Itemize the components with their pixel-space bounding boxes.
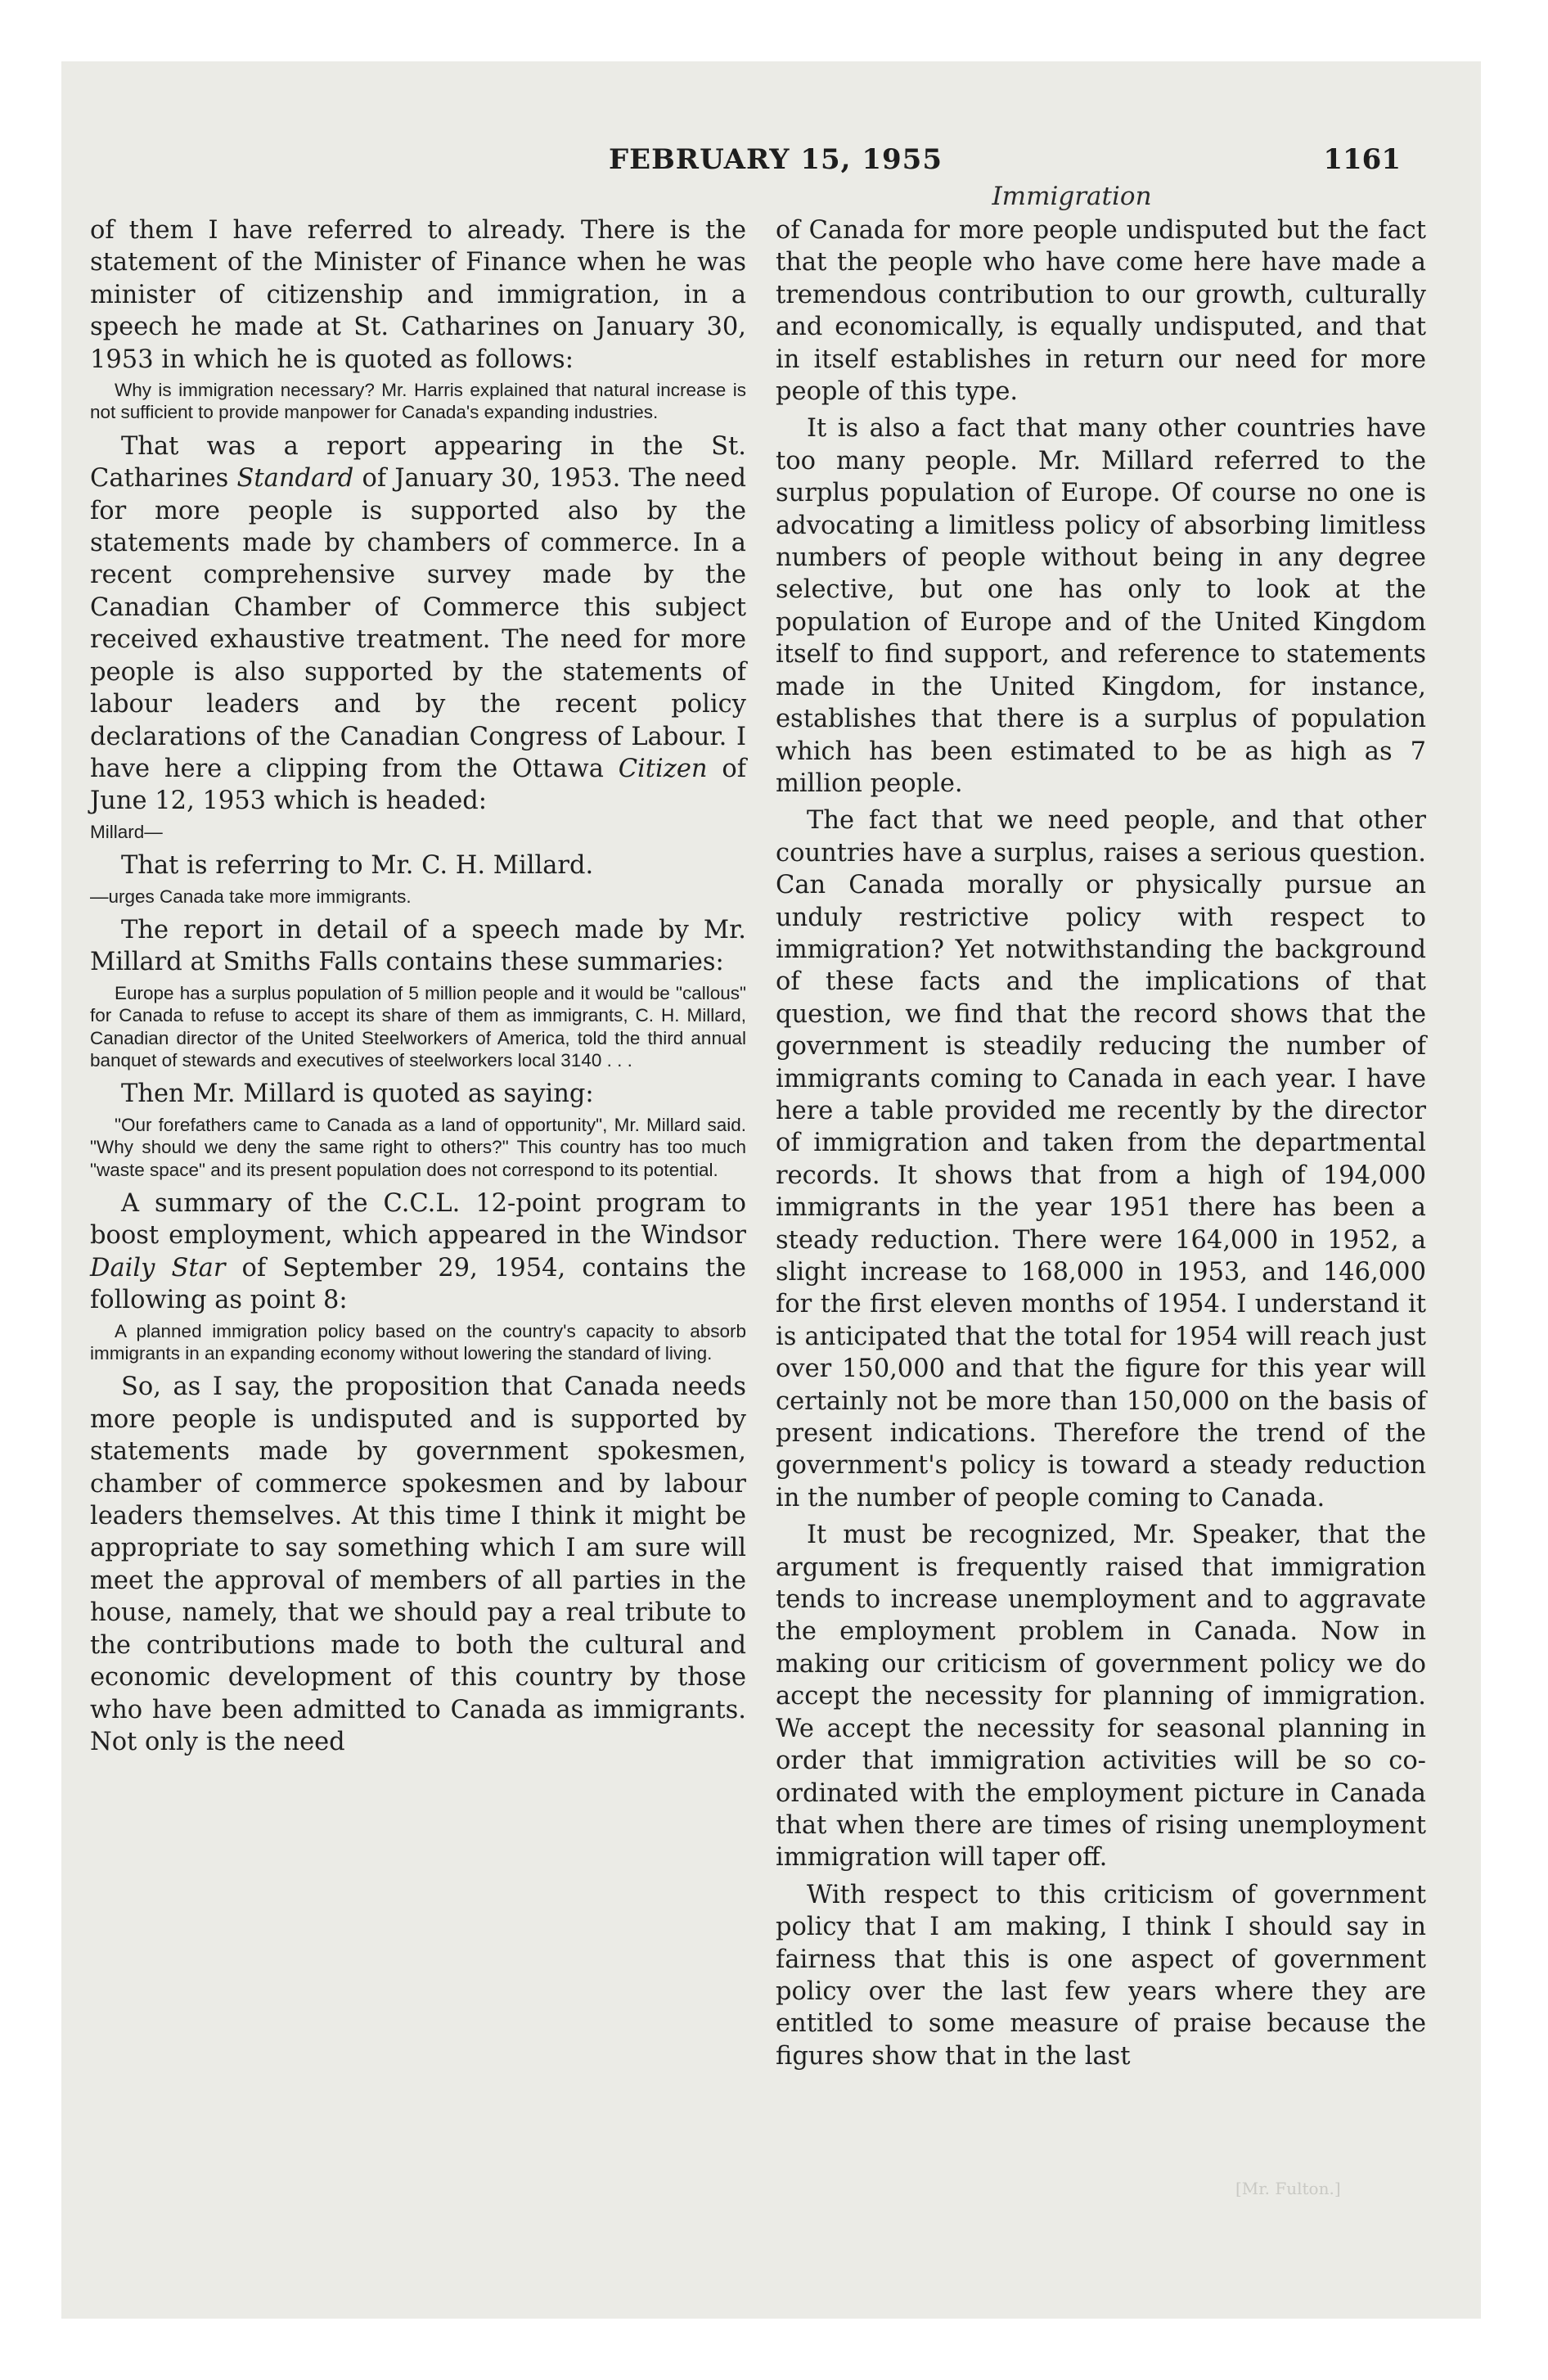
quotation: "Our forefathers came to Canada as a land of opportunity", Mr. Millard said. "Why should we deny the same right to others?" This country has too much "waste space" and its present population does not correspond to its potential. bbox=[90, 1114, 746, 1180]
paragraph: That was a report appearing in the St. Catharines Standard of January 30, 1953. The need for more people is supported also by the statements made by chambers of commerce. In a recent comprehensive survey made by the Canadian Chamber of Commerce this subject received exhaustive treatment. The need for more people is also supported by the statements of labour leaders and by the recent policy declarations of the Canadian Congress of Labour. I have here a clipping from the Ottawa Citizen of June 12, 1953 which is headed: bbox=[90, 431, 747, 816]
faint-footer-note: [Mr. Fulton.] bbox=[1235, 2179, 1341, 2198]
paragraph: It must be recognized, Mr. Speaker, that the argument is frequently raised that immigration tends to increase unemployment and to aggravate the employment problem in Canada. Now in making our criticism of government policy we do accept the necessity for planning of immigration. We accept the necessity for seasonal planning in order that immigration activities will be so co-ordinated with the employment picture in Canada that when there are times of rising unemployment immigration will taper off. bbox=[776, 1521, 1426, 1873]
quotation: Millard— bbox=[90, 821, 163, 842]
paragraph: of them I have referred to already. There is the statement of the Minister of Finance when he was minister of citizenship and immigration, in a speech he made at St. Catharines on January 30, 1953 in which he is quoted as follows: bbox=[90, 216, 746, 374]
right-column bbox=[776, 214, 1426, 2072]
paragraph: of Canada for more people undisputed but the fact that the people who have come here have made a tremendous contribution to our growth, culturally and economically, is equally undisputed, and that in itself establishes in return our need for more people of this type. bbox=[776, 216, 1426, 407]
paragraph: That is referring to Mr. C. H. Millard. bbox=[121, 851, 594, 881]
paragraph: So, as I say, the proposition that Canada needs more people is undisputed and is supported by statements made by government spokesmen, chamber of commerce spokesmen and by labour leaders themselves. At this time I think it might be appropriate to say something which I am sure will meet the approval of members of all parties in the house, namely, that we should pay a real tribute to the contributions made to both the cultural and economic development of this country by those who have been admitted to Canada as immigrants. Not only is the need bbox=[90, 1373, 746, 1756]
page-number: 1161 bbox=[1323, 143, 1401, 176]
left-column bbox=[90, 214, 746, 1758]
page-subject: Immigration bbox=[992, 182, 1152, 211]
quotation: —urges Canada take more immigrants. bbox=[90, 886, 412, 907]
paragraph: The report in detail of a speech made by Mr. Millard at Smiths Falls contains these summaries: bbox=[90, 915, 746, 977]
paragraph: Then Mr. Millard is quoted as saying: bbox=[121, 1080, 594, 1109]
quotation: A planned immigration policy based on the country's capacity to absorb immigrants in an expanding economy without lowering the standard of living. bbox=[90, 1320, 746, 1364]
paragraph: It is also a fact that many other countries have too many people. Mr. Millard referred to the surplus population of Europe. Of course no one is advocating a limitless policy of absorbing limitless numbers of people without being in any degree selective, but one has only to look at the population of Europe and of the United Kingdom itself to find support, and reference to statements made in the United Kingdom, for instance, establishes that there is a surplus of population which has been estimated to be as high as 7 million people. bbox=[776, 414, 1426, 798]
paragraph: With respect to this criticism of government policy that I am making, I think I should say in fairness that this is one aspect of government policy over the last few years where they are entitled to some measure of praise because the figures show that in the last bbox=[776, 1880, 1426, 2071]
paragraph: A summary of the C.C.L. 12-point program to boost employment, which appeared in the Windsor Daily Star of September 29, 1954, contains the following as point 8: bbox=[90, 1189, 746, 1315]
paragraph: The fact that we need people, and that other countries have a surplus, raises a serious question. Can Canada morally or physically pursue an unduly restrictive policy with respect to immigration? Yet notwithstanding the background of these facts and the implications of that question, we find that the record shows that the government is steadily reducing the number of immigrants coming to Canada in each year. I have here a table provided me recently by the director of immigration and taken from the departmental records. It shows that from a high of 194,000 immigrants in the year 1951 there has been a steady reduction. There were 164,000 in 1952, a slight increase to 168,000 in 1953, and 146,000 for the first eleven months of 1954. I understand it is anticipated that the total for 1954 will reach just over 150,000 and that the figure for this year will certainly not be more than 150,000 on the basis of present indications. Therefore the trend of the government's policy is toward a steady reduction in the number of people coming to Canada. bbox=[776, 806, 1426, 1512]
quotation: Europe has a surplus population of 5 million people and it would be "callous" for Canada to refuse to accept its share of them as immigrants, C. H. Millard, Canadian director of the United Steelworkers of America, told the third annual banquet of stewards and executives of steelworkers local 3140 . . . bbox=[90, 982, 746, 1071]
page-date: FEBRUARY 15, 1955 bbox=[609, 143, 943, 176]
quotation: Why is immigration necessary? Mr. Harris explained that natural increase is not sufficient to provide manpower for Canada's expanding industries. bbox=[90, 380, 746, 423]
